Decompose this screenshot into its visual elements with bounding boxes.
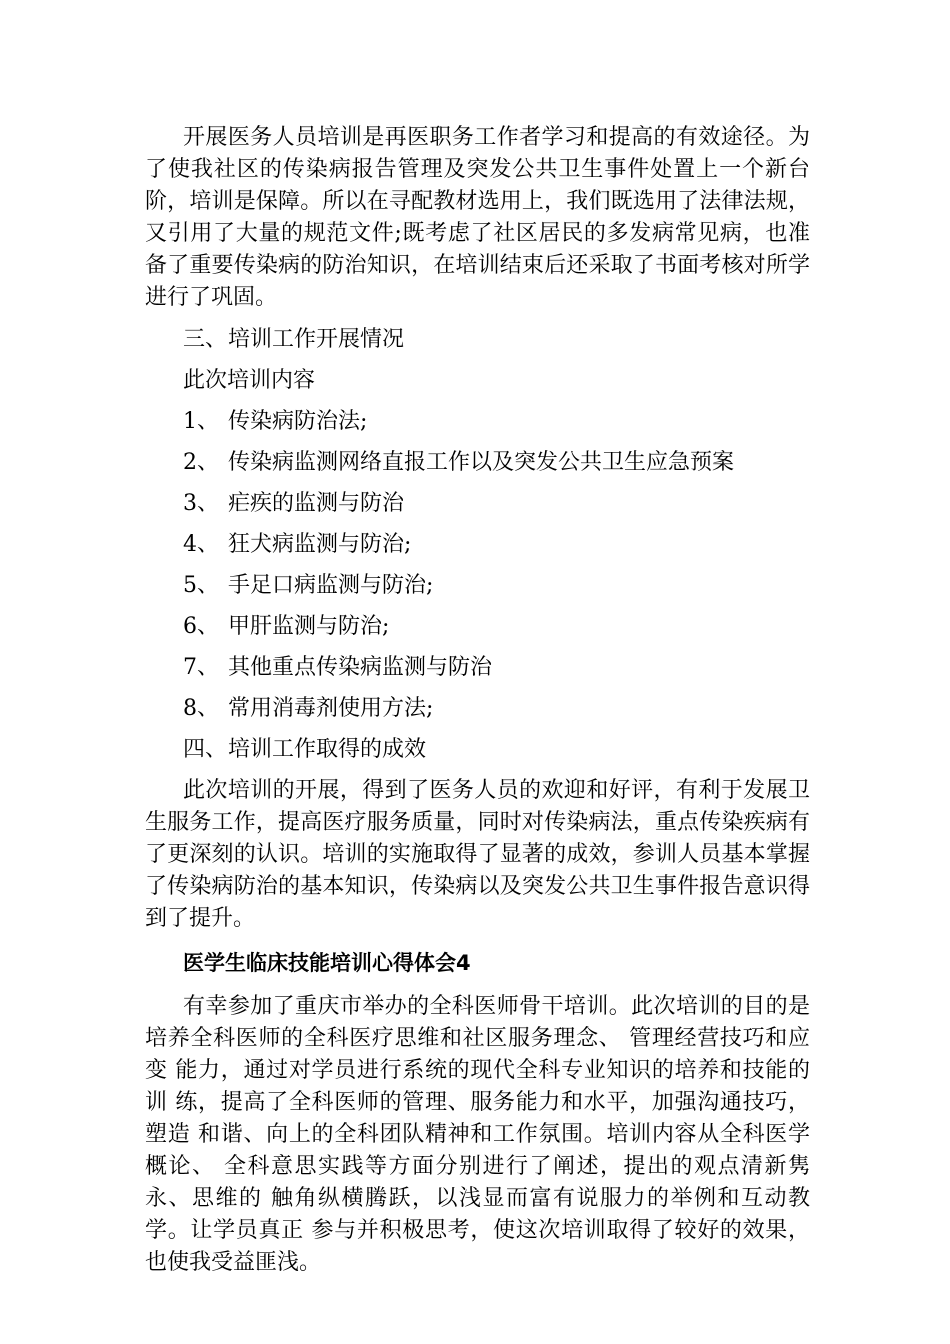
results-paragraph: 此次培训的开展，得到了医务人员的欢迎和好评，有利于发展卫生服务工作，提高医疗服务质量，同时对传染病法，重点传染疾病有了更深刻的认识。培训的实施取得了显著的成效，参训人员基本掌握了传染病防治的基本知识，传染病以及突发公共卫生事件报告意识得到了提升。 bbox=[145, 778, 810, 931]
list-item-text: 手足口病监测与防治; bbox=[228, 573, 434, 598]
list-item-text: 传染病监测网络直报工作以及突发公共卫生应急预案 bbox=[228, 450, 735, 475]
list-item-number: 5、 bbox=[183, 573, 219, 598]
section-3-number: 三、 bbox=[183, 327, 228, 352]
list-item-number: 6、 bbox=[183, 614, 219, 639]
list-item-text: 其他重点传染病监测与防治 bbox=[228, 655, 493, 680]
section-3-heading bbox=[145, 324, 810, 356]
intro-paragraph: 开展医务人员培训是再医职务工作者学习和提高的有效途径。为了使我社区的传染病报告管理及突发公共卫生事件处置上一个新台阶，培训是保障。所以在寻配教材选用上，我们既选用了法律法规，又引用了大量的规范文件;既考虑了社区居民的多发病常见病，也准备了重要传染病的防治知识，在培训结束后还采取了书面考核对所学进行了巩固。 bbox=[145, 125, 810, 310]
section-4-heading bbox=[145, 734, 810, 766]
list-item-number: 1、 bbox=[183, 409, 219, 434]
section-3-subtitle: 此次培训内容 bbox=[183, 368, 316, 393]
part4-paragraph: 有幸参加了重庆市举办的全科医师骨干培训。此次培训的目的是 培养全科医师的全科医疗思维和社区服务理念、 管理经营技巧和应变 能力，通过对学员进行系统的现代全科专业知识的培养和技能的训 练，提高了全科医师的管理、服务能力和水平，加强沟通技巧，塑造 和谐、向上的全科团队精神和工作氛围。培训内容从全科医学概论、 全科意思实践等方面分别进行了阐述，提出的观点清新隽永、思维的 触角纵横腾跃，以浅显而富有说服力的举例和互动教学。让学员真正 参与并积极思考，使这次培训取得了较好的效果，也使我受益匪浅。 bbox=[145, 994, 810, 1275]
document-page bbox=[145, 122, 810, 1279]
list-item bbox=[145, 570, 810, 602]
list-item bbox=[145, 447, 810, 479]
section-3-title: 培训工作开展情况 bbox=[228, 327, 405, 352]
article-heading: 医学生临床技能培训心得体会4 bbox=[183, 951, 471, 975]
list-item bbox=[145, 529, 810, 561]
list-item-number: 4、 bbox=[183, 532, 219, 557]
list-item-number: 3、 bbox=[183, 491, 219, 516]
list-item-text: 疟疾的监测与防治 bbox=[228, 491, 405, 516]
list-item bbox=[145, 611, 810, 643]
list-item-text: 常用消毒剂使用方法; bbox=[228, 696, 434, 721]
list-item-number: 2、 bbox=[183, 450, 219, 475]
list-item-text: 传染病防治法; bbox=[228, 409, 368, 434]
list-item bbox=[145, 406, 810, 438]
section-4-number: 四、 bbox=[183, 737, 228, 762]
list-item-text: 狂犬病监测与防治; bbox=[228, 532, 412, 557]
list-item bbox=[145, 652, 810, 684]
list-item-number: 8、 bbox=[183, 696, 219, 721]
list-item bbox=[145, 693, 810, 725]
section-4-title: 培训工作取得的成效 bbox=[228, 737, 427, 762]
list-item bbox=[145, 488, 810, 520]
list-item-number: 7、 bbox=[183, 655, 219, 680]
list-item-text: 甲肝监测与防治; bbox=[228, 614, 390, 639]
